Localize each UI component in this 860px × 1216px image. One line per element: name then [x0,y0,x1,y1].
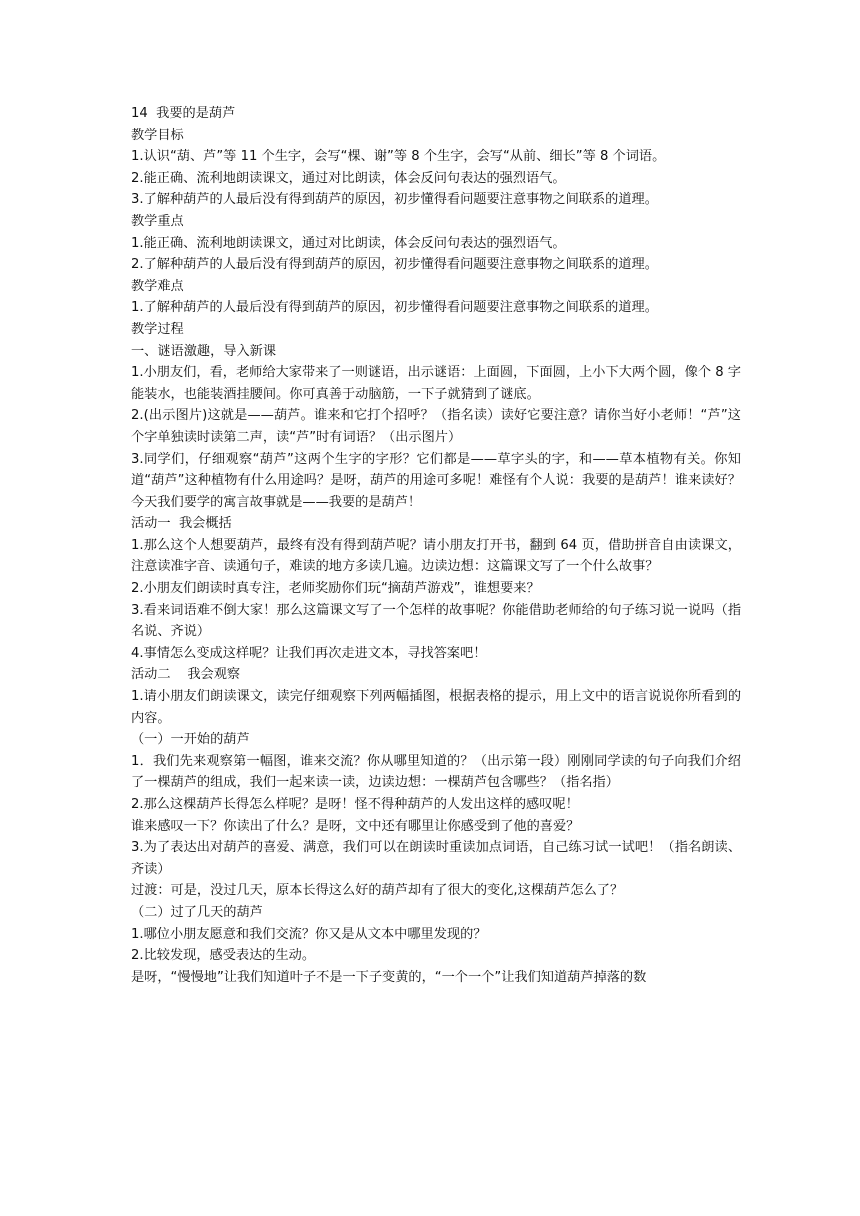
paragraph-line: 1.那么这个人想要葫芦，最终有没有得到葫芦呢？请小朋友打开书，翻到 64 页，借助拼音自由读课文，注意读准字音、读通句子，难读的地方多读几遍。边读边想：这篇课文写了一个什么故事？ [131,537,741,575]
paragraph-line: 1.认识“葫、芦”等 11 个生字，会写“棵、谢”等 8 个生字，会写“从前、细长”等 8 个词语。 [131,149,666,165]
paragraph-line: 2.比较发现，感受表达的生动。 [131,948,316,964]
paragraph-line: 4.事情怎么变成这样呢？让我们再次走进文本，寻找答案吧！ [131,645,487,661]
paragraph-line: 教学目标 [131,127,184,143]
paragraph-line: 1.请小朋友们朗读课文，读完仔细观察下列两幅插图，根据表格的提示，用上文中的语言说说你所看到的内容。 [131,689,741,726]
paragraph-line: 2.小朋友们朗读时真专注，老师奖励你们玩“摘葫芦游戏”，谁想要来？ [131,581,540,597]
paragraph-line: （二）过了几天的葫芦 [131,904,263,920]
document-body [131,125,741,989]
paragraph-line: 1.了解种葫芦的人最后没有得到葫芦的原因，初步懂得看问题要注意事物之间联系的道理。 [131,300,658,316]
paragraph-line: 3.了解种葫芦的人最后没有得到葫芦的原因，初步懂得看问题要注意事物之间联系的道理。 [131,192,658,208]
paragraph-line: 3.看来词语难不倒大家！那么这篇课文写了一个怎样的故事呢？你能借助老师给的句子练习说一说吗（指名说、齐说） [131,602,741,640]
paragraph-line: 是呀，“慢慢地”让我们知道叶子不是一下子变黄的，“一个一个”让我们知道葫芦掉落的数 [131,969,647,985]
paragraph-line: 2.(出示图片)这就是——葫芦。谁来和它打个招呼？（指名读）读好它要注意？请你当好小老师！“芦”这个字单独读时读第二声，读“芦”时有词语？（出示图片） [131,408,741,445]
paragraph-line: 活动一 我会概括 [131,516,232,532]
document-page [131,103,741,988]
paragraph-line: 3.同学们，仔细观察“葫芦”这两个生字的字形？它们都是——草字头的字，和——草本植物有关。你知道“葫芦”这种植物有什么用途吗？是呀，葫芦的用途可多呢！难怪有个人说：我要的是葫芦！谁来读好？今天我们要学的寓言故事就是——我要的是葫芦！ [131,451,741,510]
paragraph-line: 过渡：可是，没过几天，原本长得这么好的葫芦却有了很大的变化,这棵葫芦怎么了？ [131,883,624,899]
paragraph-line: 1.能正确、流利地朗读课文，通过对比朗读，体会反问句表达的强烈语气。 [131,235,566,251]
paragraph-line: 2.那么这棵葫芦长得怎么样呢？是呀！怪不得种葫芦的人发出这样的感叹呢！ [131,797,579,812]
paragraph-line: 谁来感叹一下？你读出了什么？是呀，文中还有哪里让你感受到了他的喜爱？ [131,818,580,834]
paragraph-line: 2.了解种葫芦的人最后没有得到葫芦的原因，初步懂得看问题要注意事物之间联系的道理。 [131,257,658,273]
paragraph-line: 教学过程 [131,321,184,337]
paragraph-line: 1.小朋友们，看，老师给大家带来了一则谜语，出示谜语：上面圆，下面圆，上小下大两个圆，像个 8 字能装水，也能装酒挂腰间。你可真善于动脑筋，一下子就猜到了谜底。 [131,365,741,402]
paragraph-line: （一）一开始的葫芦 [131,732,250,748]
paragraph-line: 活动二 我会观察 [131,667,241,683]
paragraph-line: 教学难点 [131,278,184,294]
paragraph-line: 教学重点 [131,213,184,229]
paragraph-line: 2.能正确、流利地朗读课文，通过对比朗读，体会反问句表达的强烈语气。 [131,170,566,186]
paragraph-line: 1.哪位小朋友愿意和我们交流？你又是从文本中哪里发现的？ [131,926,487,942]
paragraph-line: 一、谜语激趣，导入新课 [131,343,277,359]
lesson-title: 14 我要的是葫芦 [131,106,236,121]
paragraph-line: 1．我们先来观察第一幅图，谁来交流？你从哪里知道的？（出示第一段）刚刚同学读的句子向我们介绍了一棵葫芦的组成，我们一起来读一读，边读边想：一棵葫芦包含哪些？（指名指） [131,753,741,791]
paragraph-line: 3.为了表达出对葫芦的喜爱、满意，我们可以在朗读时重读加点词语，自己练习试一试吧！（指名朗读、齐读） [131,840,741,877]
